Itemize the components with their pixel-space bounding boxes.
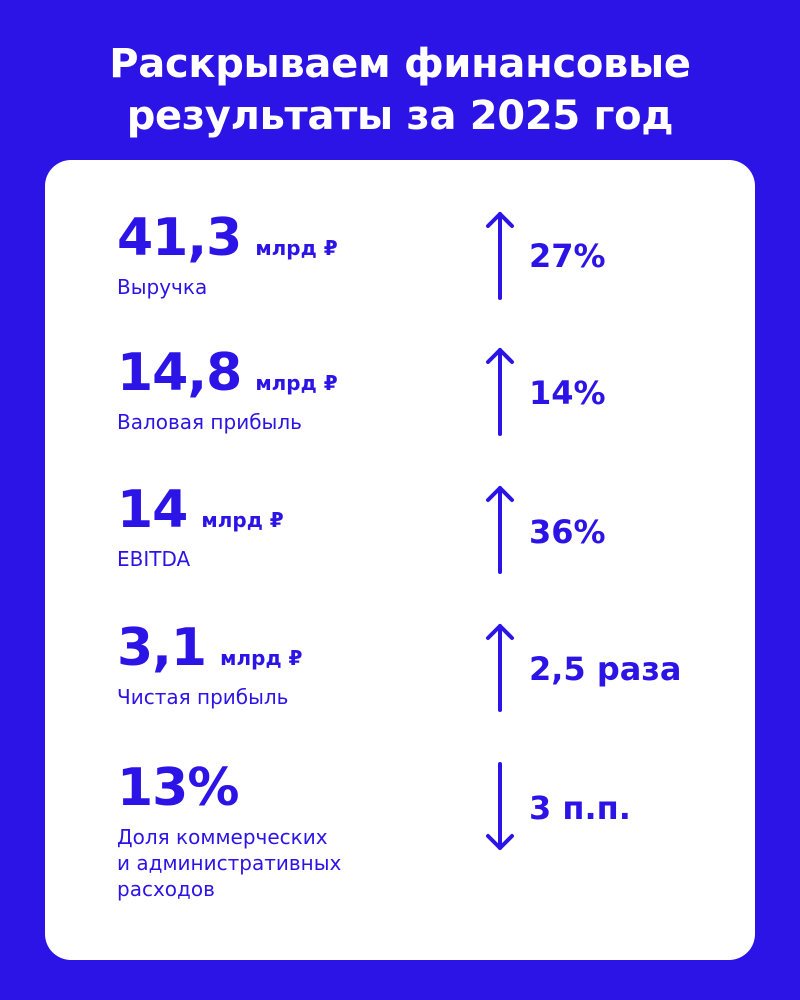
metric-value: 41,3 xyxy=(117,208,242,268)
metric-net-profit xyxy=(117,618,302,710)
metric-unit: млрд ₽ xyxy=(220,646,303,670)
metric-label-line: и административных xyxy=(117,851,342,875)
metric-sga-share xyxy=(117,758,341,902)
metric-value: 13% xyxy=(117,758,239,818)
metric-value-line xyxy=(117,208,338,268)
page-title xyxy=(0,38,800,142)
arrow-down-icon xyxy=(485,762,515,852)
metric-label: Чистая прибыль xyxy=(117,685,289,709)
title-line-2: результаты за 2025 год xyxy=(126,93,674,139)
metric-change: 36% xyxy=(529,513,606,551)
metric-label-line: Доля коммерческих xyxy=(117,825,328,849)
metric-value: 14 xyxy=(117,480,188,540)
results-card xyxy=(45,160,755,960)
metric-gross-profit xyxy=(117,343,338,435)
metric-label-line: расходов xyxy=(117,877,215,901)
arrow-up-icon xyxy=(485,346,515,436)
metric-change: 27% xyxy=(529,237,606,275)
metric-value-line xyxy=(117,758,341,818)
metric-change: 2,5 раза xyxy=(529,650,682,688)
metric-unit: млрд ₽ xyxy=(255,236,338,260)
metric-value: 3,1 xyxy=(117,618,207,678)
arrow-up-icon xyxy=(485,622,515,712)
metric-change: 14% xyxy=(529,374,606,412)
metric-label: Валовая прибыль xyxy=(117,410,302,434)
metric-unit: млрд ₽ xyxy=(255,371,338,395)
metric-value-line xyxy=(117,480,284,540)
metric-revenue xyxy=(117,208,338,300)
metric-label xyxy=(117,824,341,902)
arrow-up-icon xyxy=(485,484,515,574)
arrow-up-icon xyxy=(485,210,515,300)
metric-label: Выручка xyxy=(117,275,208,299)
title-line-1: Раскрываем финансовые xyxy=(109,41,691,87)
metric-value: 14,8 xyxy=(117,343,242,403)
metric-change: 3 п.п. xyxy=(529,789,631,827)
metric-ebitda xyxy=(117,480,284,572)
metric-label: EBITDA xyxy=(117,547,191,571)
metric-value-line xyxy=(117,343,338,403)
metric-unit: млрд ₽ xyxy=(201,508,284,532)
metric-value-line xyxy=(117,618,302,678)
